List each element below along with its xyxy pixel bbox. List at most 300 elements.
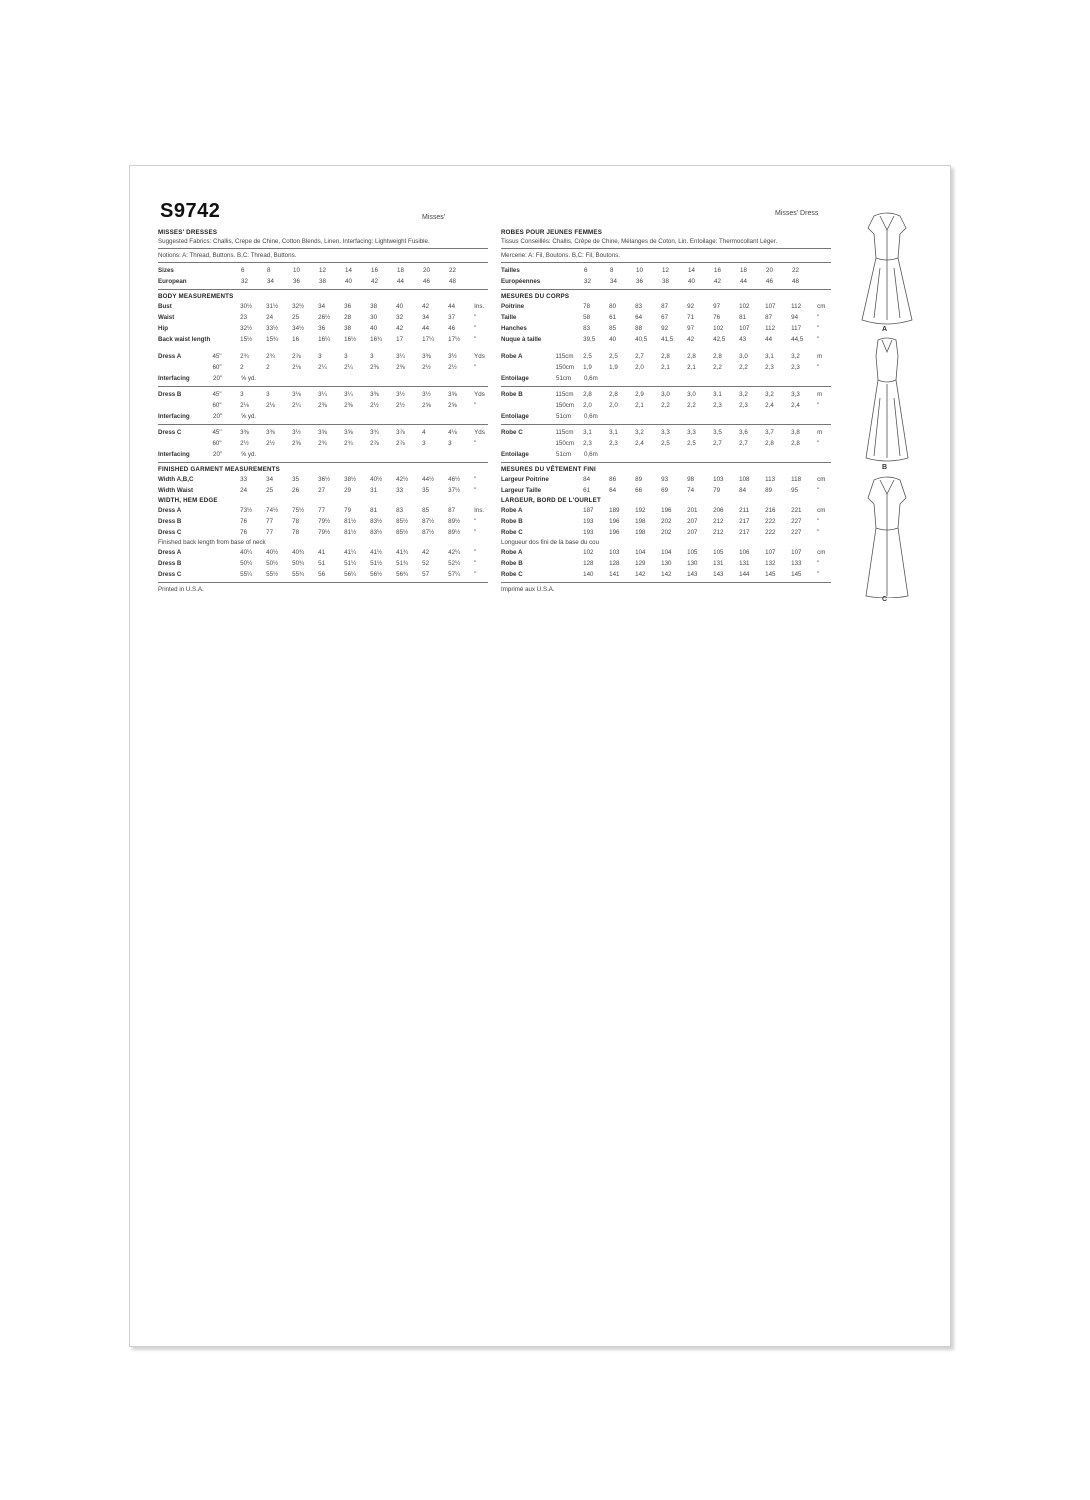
divider <box>501 248 831 249</box>
cell-value: 40 <box>396 303 404 310</box>
cell-value: 83½ <box>370 529 383 536</box>
row-values <box>240 475 474 484</box>
cell-value: 0,6m <box>584 451 598 458</box>
cell-value: 26 <box>292 487 300 494</box>
row-label: Robe B <box>501 391 523 398</box>
header-right-label: Misses' Dress <box>775 210 819 217</box>
cell-value: 2,5 <box>609 353 618 360</box>
cell-value: 2⅝ <box>422 402 431 409</box>
cell-value: 3⅛ <box>292 391 301 398</box>
cell-value: 55½ <box>266 571 279 578</box>
cell-value: 67 <box>661 314 669 321</box>
row-values <box>583 335 817 344</box>
cell-value: 87 <box>448 507 456 514</box>
row-values <box>240 363 474 372</box>
cell-value: 2,7 <box>739 440 748 447</box>
divider <box>501 289 831 290</box>
cell-value: 32 <box>241 278 248 285</box>
table-row <box>158 312 488 323</box>
cell-value: 2,8 <box>583 391 592 398</box>
table-row <box>501 312 831 323</box>
cell-value: 30½ <box>240 303 253 310</box>
divider <box>158 386 488 387</box>
cell-value: 44½ <box>422 476 435 483</box>
cell-value: 92 <box>661 325 669 332</box>
cell-value: 44 <box>397 278 404 285</box>
notions-text: Mercerie: A: Fil, Boutons. B,C: Fil, Boutons. <box>501 252 620 259</box>
cell-value: 31 <box>370 487 378 494</box>
cell-value: 34 <box>610 278 617 285</box>
european-row: Européennes 32 34 36 38 40 42 44 46 48 <box>501 276 831 287</box>
cell-value: 3⅜ <box>240 429 249 436</box>
row-unit: " <box>817 487 820 494</box>
row-sublabel: 60" <box>212 402 222 409</box>
cell-value: 12 <box>319 267 326 274</box>
english-column <box>158 228 488 594</box>
cell-value: 212 <box>713 529 724 536</box>
cell-value: 38 <box>662 278 669 285</box>
cell-value: 1,9 <box>583 364 592 371</box>
header-center-label: Misses' <box>422 214 446 221</box>
table-row <box>501 351 831 362</box>
cell-value: 3,6 <box>739 429 748 436</box>
cell-value: 27 <box>318 487 326 494</box>
row-label: Hip <box>158 325 168 332</box>
cell-value: 105 <box>713 549 724 556</box>
cell-value: 46 <box>423 278 430 285</box>
cell-value: 2¾ <box>266 353 275 360</box>
cell-value: 32 <box>584 278 591 285</box>
row-unit: " <box>474 336 477 343</box>
row-values <box>583 570 817 579</box>
cell-value: 79½ <box>318 518 331 525</box>
cell-value: 3,7 <box>765 429 774 436</box>
cell-value: 56½ <box>370 571 383 578</box>
cell-value: 216 <box>765 507 776 514</box>
cell-value: 2,8 <box>687 353 696 360</box>
row-unit: " <box>817 336 820 343</box>
row-unit: cm <box>817 507 826 514</box>
table-row <box>158 362 488 373</box>
cell-value: 37½ <box>448 487 461 494</box>
cell-value: 36 <box>293 278 300 285</box>
cell-value: 38½ <box>344 476 357 483</box>
cell-value: 85½ <box>396 518 409 525</box>
row-values <box>240 401 474 410</box>
cell-value: 2⅛ <box>292 364 301 371</box>
cell-value: 84 <box>739 487 747 494</box>
cell-value: 79 <box>344 507 352 514</box>
row-label: Dress A <box>158 353 182 360</box>
row-unit: " <box>474 518 477 525</box>
cell-value: 16¾ <box>370 336 383 343</box>
row-label: Poitrine <box>501 303 525 310</box>
cell-value: 118 <box>791 476 802 483</box>
cell-value: 87 <box>765 314 773 321</box>
cell-value: 25 <box>292 314 300 321</box>
row-values <box>583 517 817 526</box>
cell-value: 66 <box>635 487 643 494</box>
cell-value: 29 <box>344 487 352 494</box>
row-unit: cm <box>817 303 826 310</box>
row-unit: Yds <box>474 429 485 436</box>
row-label: Hanches <box>501 325 527 332</box>
cell-value: 2½ <box>448 364 457 371</box>
cell-value: 33 <box>240 476 248 483</box>
row-values <box>240 352 474 361</box>
row-unit: " <box>817 571 820 578</box>
length-rows <box>158 547 488 580</box>
cell-value: 128 <box>583 560 594 567</box>
cell-value: 42 <box>422 303 430 310</box>
cell-value: 2¾ <box>240 353 249 360</box>
fabrics-text: Suggested Fabrics: Challis, Crepe de Chine, Cotton Blends, Linen. Interfacing: Lightweight Fusible. <box>158 238 430 245</box>
row-label: Robe C <box>501 429 523 436</box>
row-unit: m <box>817 353 823 360</box>
cell-value: 3⅜ <box>422 353 431 360</box>
table-row <box>501 558 831 569</box>
cell-value: 36 <box>344 303 352 310</box>
table-row <box>501 334 831 345</box>
cell-value: 56 <box>318 571 326 578</box>
cell-value: 131 <box>739 560 750 567</box>
cell-value: 40 <box>345 278 352 285</box>
cell-value: 41,5 <box>661 336 674 343</box>
cell-value: 192 <box>635 507 646 514</box>
table-row <box>501 389 831 400</box>
cell-value: 78 <box>583 303 591 310</box>
footer-text: Imprimé aux U.S.A. <box>501 586 555 593</box>
row-values <box>240 313 474 322</box>
row-values <box>583 486 817 495</box>
row-sublabel: 45" <box>212 391 222 398</box>
row-unit: " <box>817 364 820 371</box>
cell-value: 106 <box>739 549 750 556</box>
cell-value: 196 <box>609 529 620 536</box>
cell-value: 17¼ <box>422 336 435 343</box>
cell-value: 89 <box>765 487 773 494</box>
cell-value: 87½ <box>422 518 435 525</box>
row-values <box>583 390 817 399</box>
row-values <box>583 528 817 537</box>
row-unit: " <box>474 571 477 578</box>
interfacing-row: Entoilage 51cm 0,6m <box>501 411 831 422</box>
interfacing-row: Interfacing 20" ⅝ yd. <box>158 449 488 460</box>
cell-value: 35 <box>292 476 300 483</box>
cell-value: 32½ <box>240 325 253 332</box>
table-row <box>501 400 831 411</box>
body-measurement-rows <box>158 301 488 345</box>
cell-value: 3,2 <box>791 353 800 360</box>
cell-value: 40¼ <box>240 549 253 556</box>
cell-value: 2⅜ <box>318 402 327 409</box>
cell-value: 40¾ <box>292 549 305 556</box>
row-label: Robe B <box>501 560 523 567</box>
cell-value: 227 <box>791 518 802 525</box>
cell-value: 3,2 <box>739 391 748 398</box>
table-row <box>501 569 831 580</box>
cell-value: 2 <box>240 364 244 371</box>
cell-value: 22 <box>449 267 456 274</box>
cell-value: 130 <box>687 560 698 567</box>
cell-value: 42 <box>371 278 378 285</box>
cell-value: 3,3 <box>687 429 696 436</box>
table-row <box>501 516 831 527</box>
cell-value: 103 <box>609 549 620 556</box>
row-values <box>583 475 817 484</box>
cell-value: 108 <box>739 476 750 483</box>
cell-value: 2,0 <box>583 402 592 409</box>
cell-value: 142 <box>661 571 672 578</box>
cell-value: 2,7 <box>713 440 722 447</box>
cell-value: 206 <box>713 507 724 514</box>
table-row <box>158 400 488 411</box>
finished-rows <box>501 474 831 496</box>
table-row <box>158 301 488 312</box>
cell-value: 211 <box>739 507 750 514</box>
row-label: Robe A <box>501 353 523 360</box>
row-unit: " <box>474 364 477 371</box>
row-unit: " <box>474 476 477 483</box>
cell-value: 201 <box>687 507 698 514</box>
cell-value: 55¾ <box>292 571 305 578</box>
cell-value: 3 <box>318 353 322 360</box>
cell-value: 57¼ <box>448 571 461 578</box>
cell-value: 32 <box>396 314 404 321</box>
cell-value: 17½ <box>448 336 461 343</box>
cell-value: 18 <box>740 267 747 274</box>
cell-value: 8 <box>610 267 614 274</box>
cell-value: 93 <box>661 476 669 483</box>
sketch-label-b: B <box>882 464 888 471</box>
dress-b-yardage <box>158 389 488 411</box>
row-sublabel: 115cm <box>555 429 574 436</box>
divider <box>501 582 831 583</box>
row-values <box>240 439 474 448</box>
cell-value: 41¾ <box>396 549 409 556</box>
cell-value: 89½ <box>448 518 461 525</box>
table-row <box>501 438 831 449</box>
row-label: Largeur Taille <box>501 487 542 494</box>
table-row <box>158 505 488 516</box>
cell-value: 44 <box>765 336 773 343</box>
cell-value: 14 <box>688 267 695 274</box>
row-sublabel: 45" <box>212 429 222 436</box>
cell-value: 2,1 <box>661 364 670 371</box>
cell-value: 193 <box>583 529 594 536</box>
dress-c-yardage <box>158 427 488 449</box>
cell-value: 76 <box>240 518 248 525</box>
cell-value: 97 <box>687 325 695 332</box>
row-unit: " <box>474 325 477 332</box>
cell-value: 202 <box>661 529 672 536</box>
cell-value: 103 <box>713 476 724 483</box>
cell-value: 76 <box>240 529 248 536</box>
divider <box>501 462 831 463</box>
cell-value: 34 <box>422 314 430 321</box>
cell-value: 112 <box>791 303 802 310</box>
row-values <box>583 313 817 322</box>
cell-value: 40½ <box>266 549 279 556</box>
cell-value: 44 <box>422 325 430 332</box>
row-unit: " <box>474 549 477 556</box>
cell-value: 56¾ <box>396 571 409 578</box>
cell-value: 42¼ <box>448 549 461 556</box>
interfacing-row: Interfacing 20" ⅝ yd. <box>158 373 488 384</box>
cell-value: 94 <box>791 314 799 321</box>
row-sublabel: 150cm <box>555 364 575 371</box>
cell-value: 64 <box>635 314 643 321</box>
cell-value: 20 <box>766 267 773 274</box>
cell-value: 107 <box>765 303 776 310</box>
row-sublabel: 150cm <box>555 402 575 409</box>
cell-value: 77 <box>266 529 274 536</box>
cell-value: 198 <box>635 518 646 525</box>
back-length-title: Finished back length from base of neck <box>158 539 266 546</box>
cell-value: 3,1 <box>713 391 722 398</box>
cell-value: 3,2 <box>635 429 644 436</box>
cell-value: 36½ <box>318 476 331 483</box>
table-row <box>158 558 488 569</box>
cell-value: 3⅝ <box>318 429 327 436</box>
cell-value: 2¼ <box>292 402 301 409</box>
cell-value: 222 <box>765 529 776 536</box>
cell-value: 2⅝ <box>448 402 457 409</box>
row-values <box>241 266 488 275</box>
cell-value: 1,9 <box>609 364 618 371</box>
cell-value: 2,4 <box>791 402 800 409</box>
cell-value: 3⅞ <box>396 429 405 436</box>
cell-value: 31½ <box>266 303 279 310</box>
cell-value: 41½ <box>370 549 383 556</box>
table-row <box>158 427 488 438</box>
cell-value: 16½ <box>344 336 357 343</box>
cell-value: 16 <box>371 267 378 274</box>
table-row <box>501 301 831 312</box>
row-values <box>240 390 474 399</box>
row-label: Taille <box>501 314 517 321</box>
cell-value: 69 <box>661 487 669 494</box>
cell-value: 128 <box>609 560 620 567</box>
row-unit: " <box>817 560 820 567</box>
cell-value: 36 <box>636 278 643 285</box>
cell-value: 196 <box>609 518 620 525</box>
cell-value: 2⅛ <box>266 402 275 409</box>
cell-value: 32½ <box>292 303 305 310</box>
cell-value: 2,2 <box>713 364 722 371</box>
cell-value: 87½ <box>422 529 435 536</box>
cell-value: 46 <box>766 278 773 285</box>
row-unit: " <box>817 325 820 332</box>
cell-value: 3 <box>422 440 426 447</box>
row-label: Bust <box>158 303 172 310</box>
cell-value: 207 <box>687 518 698 525</box>
cell-value: 2⅛ <box>240 402 249 409</box>
cell-value: 2,0 <box>635 364 644 371</box>
cell-value: 50¼ <box>240 560 253 567</box>
cell-value: 3 <box>344 353 348 360</box>
cell-value: 58 <box>583 314 591 321</box>
row-unit: " <box>474 529 477 536</box>
cell-value: 113 <box>765 476 776 483</box>
cell-value: 44 <box>740 278 747 285</box>
cell-value: 2,3 <box>765 364 774 371</box>
cell-value: 4⅛ <box>448 429 457 436</box>
hem-rows <box>158 505 488 538</box>
body-measurements-title: MESURES DU CORPS <box>501 293 570 300</box>
cell-value: 51½ <box>370 560 383 567</box>
cell-value: ⅝ yd. <box>241 413 257 420</box>
cell-value: 38 <box>344 325 352 332</box>
row-label: Dress C <box>158 571 182 578</box>
cell-value: 38 <box>319 278 326 285</box>
cell-value: 89 <box>635 476 643 483</box>
row-values <box>583 401 817 410</box>
cell-value: 217 <box>739 529 750 536</box>
row-label: Robe C <box>501 529 523 536</box>
cell-value: 34½ <box>292 325 305 332</box>
cell-value: 3,0 <box>661 391 670 398</box>
cell-value: 92 <box>687 303 695 310</box>
cell-value: 42,5 <box>713 336 726 343</box>
cell-value: 2¾ <box>344 440 353 447</box>
pattern-back-sheet <box>129 165 951 1347</box>
row-label: Nuque à taille <box>501 336 542 343</box>
cell-value: 40 <box>370 325 378 332</box>
cell-value: 64 <box>609 487 617 494</box>
hem-rows <box>501 505 831 538</box>
cell-value: 3,0 <box>739 353 748 360</box>
row-sublabel: 45" <box>212 353 222 360</box>
row-values <box>583 506 817 515</box>
cell-value: 2½ <box>266 440 275 447</box>
cell-value: 3½ <box>396 391 405 398</box>
cell-value: 3 <box>266 391 270 398</box>
cell-value: 33½ <box>266 325 279 332</box>
cell-value: 3,2 <box>765 391 774 398</box>
cell-value: 37 <box>448 314 456 321</box>
cell-value: 2¼ <box>318 364 327 371</box>
cell-value: 50½ <box>266 560 279 567</box>
cell-value: 131 <box>713 560 724 567</box>
row-values <box>583 548 817 557</box>
cell-value: 145 <box>765 571 776 578</box>
cell-value: 3,1 <box>583 429 592 436</box>
body-measurements-title: BODY MEASUREMENTS <box>158 293 234 300</box>
cell-value: 193 <box>583 518 594 525</box>
cell-value: 46 <box>448 325 456 332</box>
table-row <box>158 438 488 449</box>
cell-value: 2,1 <box>635 402 644 409</box>
cell-value: 6 <box>241 267 245 274</box>
row-values <box>583 363 817 372</box>
row-values <box>241 277 488 286</box>
section-title: MISSES' DRESSES <box>158 229 218 236</box>
cell-value: 81 <box>370 507 378 514</box>
cell-value: 85 <box>609 325 617 332</box>
cell-value: 117 <box>791 325 802 332</box>
garment-sketches <box>852 208 922 603</box>
row-values <box>240 517 474 526</box>
row-sublabel: 115cm <box>555 353 574 360</box>
cell-value: 3¾ <box>370 429 379 436</box>
row-unit: " <box>474 314 477 321</box>
row-values <box>240 506 474 515</box>
cell-value: 34 <box>318 303 326 310</box>
cell-value: 3,5 <box>713 429 722 436</box>
cell-value: 2,4 <box>635 440 644 447</box>
cell-value: 95 <box>791 487 799 494</box>
